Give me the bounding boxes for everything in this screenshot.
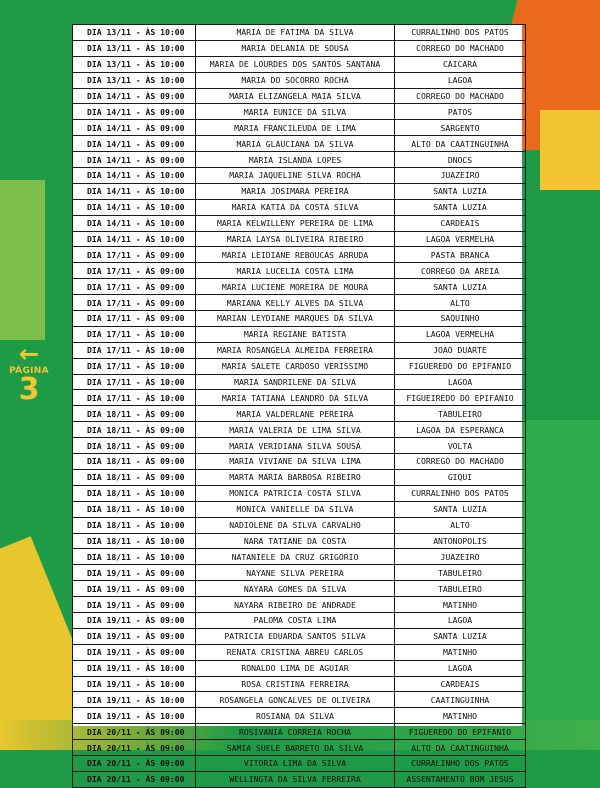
table-row xyxy=(73,279,526,295)
person-name-cell: NADIOLENE DA SILVA CARVALHO xyxy=(196,517,395,533)
location-cell: PASTA BRANCA xyxy=(395,247,526,263)
location-cell: LAGOA xyxy=(395,72,526,88)
table-row xyxy=(73,231,526,247)
location-cell: CORREGO DO MACHADO xyxy=(395,88,526,104)
table-row xyxy=(73,565,526,581)
person-name-cell: MARIA VERIDIANA SILVA SOUSA xyxy=(196,438,395,454)
schedule-date-cell: DIA 20/11 - ÀS 09:00 xyxy=(73,740,196,756)
table-row xyxy=(73,168,526,184)
location-cell: FIGUEIREDO DO EPIFANIO xyxy=(395,390,526,406)
schedule-date-cell: DIA 18/11 - ÀS 09:00 xyxy=(73,438,196,454)
yellow-decoration xyxy=(540,110,600,190)
schedule-date-cell: DIA 14/11 - ÀS 10:00 xyxy=(73,183,196,199)
schedule-date-cell: DIA 14/11 - ÀS 09:00 xyxy=(73,88,196,104)
schedule-sheet xyxy=(72,24,522,785)
person-name-cell: RONALDO LIMA DE AGUIAR xyxy=(196,660,395,676)
table-row xyxy=(73,676,526,692)
schedule-date-cell: DIA 19/11 - ÀS 10:00 xyxy=(73,676,196,692)
schedule-date-cell: DIA 17/11 - ÀS 09:00 xyxy=(73,247,196,263)
location-cell: CORREGO DO MACHADO xyxy=(395,454,526,470)
table-row xyxy=(73,295,526,311)
schedule-date-cell: DIA 14/11 - ÀS 09:00 xyxy=(73,136,196,152)
table-row xyxy=(73,771,526,787)
location-cell: LAGOA DA ESPERANCA xyxy=(395,422,526,438)
person-name-cell: NAYARA RIBEIRO DE ANDRADE xyxy=(196,597,395,613)
table-row xyxy=(73,25,526,41)
schedule-date-cell: DIA 13/11 - ÀS 10:00 xyxy=(73,56,196,72)
location-cell: CURRALINHO DOS PATOS xyxy=(395,755,526,771)
person-name-cell: MARIA ELIZANGELA MAIA SILVA xyxy=(196,88,395,104)
schedule-date-cell: DIA 14/11 - ÀS 10:00 xyxy=(73,215,196,231)
person-name-cell: MARIA ROSANGELA ALMEIDA FERREIRA xyxy=(196,342,395,358)
location-cell: SANTA LUZIA xyxy=(395,628,526,644)
person-name-cell: SAMIA SUELE BARRETO DA SILVA xyxy=(196,740,395,756)
location-cell: MATINHO xyxy=(395,644,526,660)
schedule-date-cell: DIA 18/11 - ÀS 10:00 xyxy=(73,517,196,533)
table-row xyxy=(73,199,526,215)
table-row xyxy=(73,533,526,549)
table-row xyxy=(73,469,526,485)
schedule-date-cell: DIA 17/11 - ÀS 10:00 xyxy=(73,342,196,358)
location-cell: SANTA LUZIA xyxy=(395,501,526,517)
table-row xyxy=(73,311,526,327)
table-row xyxy=(73,72,526,88)
table-row xyxy=(73,501,526,517)
location-cell: TABULEIRO xyxy=(395,406,526,422)
person-name-cell: MARIA DO SOCORRO ROCHA xyxy=(196,72,395,88)
person-name-cell: MARIA LEIDIANE REBOUCAS ARRUDA xyxy=(196,247,395,263)
page-label: PÁGINA xyxy=(9,366,49,376)
table-row xyxy=(73,183,526,199)
table-row xyxy=(73,628,526,644)
location-cell: DNOCS xyxy=(395,152,526,168)
person-name-cell: MARIA SALETE CARDOSO VERISSIMO xyxy=(196,358,395,374)
table-row xyxy=(73,644,526,660)
table-row xyxy=(73,390,526,406)
schedule-date-cell: DIA 17/11 - ÀS 09:00 xyxy=(73,295,196,311)
location-cell: GIQUI xyxy=(395,469,526,485)
table-row xyxy=(73,88,526,104)
person-name-cell: NATANIELE DA CRUZ GRIGORIO xyxy=(196,549,395,565)
person-name-cell: MARIA FRANCILEUDA DE LIMA xyxy=(196,120,395,136)
person-name-cell: MARTA MARIA BARBOSA RIBEIRO xyxy=(196,469,395,485)
table-row xyxy=(73,326,526,342)
person-name-cell: MARIA KATIA DA COSTA SILVA xyxy=(196,199,395,215)
location-cell: CURRALINHO DOS PATOS xyxy=(395,25,526,41)
person-name-cell: MARIA VALERIA DE LIMA SILVA xyxy=(196,422,395,438)
person-name-cell: MARIA VIVIANE DA SILVA LIMA xyxy=(196,454,395,470)
schedule-date-cell: DIA 18/11 - ÀS 09:00 xyxy=(73,422,196,438)
location-cell: SANTA LUZIA xyxy=(395,279,526,295)
schedule-date-cell: DIA 19/11 - ÀS 09:00 xyxy=(73,628,196,644)
location-cell: CORREGO DA AREIA xyxy=(395,263,526,279)
person-name-cell: RENATA CRISTINA ABREU CARLOS xyxy=(196,644,395,660)
table-row xyxy=(73,136,526,152)
person-name-cell: MARIA JOSIMARA PEREIRA xyxy=(196,183,395,199)
schedule-date-cell: DIA 13/11 - ÀS 10:00 xyxy=(73,72,196,88)
person-name-cell: MARIA LAYSA OLIVEIRA RIBEIRO xyxy=(196,231,395,247)
person-name-cell: MONICA PATRICIA COSTA SILVA xyxy=(196,485,395,501)
schedule-date-cell: DIA 19/11 - ÀS 09:00 xyxy=(73,644,196,660)
location-cell: JUAZEIRO xyxy=(395,549,526,565)
person-name-cell: NAYARA GOMES DA SILVA xyxy=(196,581,395,597)
person-name-cell: MARIAN LEYDIANE MARQUES DA SILVA xyxy=(196,311,395,327)
location-cell: LAGOA xyxy=(395,612,526,628)
table-row xyxy=(73,660,526,676)
schedule-date-cell: DIA 18/11 - ÀS 09:00 xyxy=(73,406,196,422)
location-cell: SARGENTO xyxy=(395,120,526,136)
schedule-date-cell: DIA 14/11 - ÀS 10:00 xyxy=(73,231,196,247)
person-name-cell: MARIA DE LOURDES DOS SANTOS SANTANA xyxy=(196,56,395,72)
schedule-date-cell: DIA 17/11 - ÀS 10:00 xyxy=(73,326,196,342)
location-cell: CURRALINHO DOS PATOS xyxy=(395,485,526,501)
table-row xyxy=(73,485,526,501)
schedule-date-cell: DIA 14/11 - ÀS 09:00 xyxy=(73,152,196,168)
location-cell: PATOS xyxy=(395,104,526,120)
location-cell: TABULEIRO xyxy=(395,581,526,597)
location-cell: CAICARA xyxy=(395,56,526,72)
schedule-date-cell: DIA 17/11 - ÀS 10:00 xyxy=(73,358,196,374)
person-name-cell: NAYANE SILVA PEREIRA xyxy=(196,565,395,581)
table-row xyxy=(73,406,526,422)
page-nav[interactable] xyxy=(6,340,52,407)
location-cell: JUAZEIRO xyxy=(395,168,526,184)
person-name-cell: MONICA VANIELLE DA SILVA xyxy=(196,501,395,517)
location-cell: ALTO DA CAATINGUINHA xyxy=(395,740,526,756)
schedule-date-cell: DIA 19/11 - ÀS 09:00 xyxy=(73,565,196,581)
table-row xyxy=(73,597,526,613)
person-name-cell: PALOMA COSTA LIMA xyxy=(196,612,395,628)
schedule-date-cell: DIA 19/11 - ÀS 10:00 xyxy=(73,708,196,724)
table-row xyxy=(73,517,526,533)
person-name-cell: MARIA VALDERLANE PEREIRA xyxy=(196,406,395,422)
schedule-date-cell: DIA 20/11 - ÀS 09:00 xyxy=(73,724,196,740)
schedule-date-cell: DIA 18/11 - ÀS 10:00 xyxy=(73,533,196,549)
schedule-date-cell: DIA 17/11 - ÀS 09:00 xyxy=(73,263,196,279)
person-name-cell: MARIA SANDRILENE DA SILVA xyxy=(196,374,395,390)
location-cell: JOAO DUARTE xyxy=(395,342,526,358)
schedule-date-cell: DIA 19/11 - ÀS 09:00 xyxy=(73,612,196,628)
location-cell: SANTA LUZIA xyxy=(395,199,526,215)
schedule-date-cell: DIA 14/11 - ÀS 10:00 xyxy=(73,168,196,184)
location-cell: ALTO xyxy=(395,517,526,533)
location-cell: ANTONOPOLIS xyxy=(395,533,526,549)
location-cell: LAGOA xyxy=(395,660,526,676)
schedule-date-cell: DIA 18/11 - ÀS 10:00 xyxy=(73,485,196,501)
location-cell: LAGOA xyxy=(395,374,526,390)
location-cell: CARDEAIS xyxy=(395,676,526,692)
schedule-date-cell: DIA 18/11 - ÀS 10:00 xyxy=(73,501,196,517)
schedule-date-cell: DIA 17/11 - ÀS 09:00 xyxy=(73,311,196,327)
location-cell: CARDEAIS xyxy=(395,215,526,231)
table-row xyxy=(73,215,526,231)
person-name-cell: ROSA CRISTINA FERREIRA xyxy=(196,676,395,692)
location-cell: MATINHO xyxy=(395,708,526,724)
page-number: 3 xyxy=(18,372,40,407)
schedule-date-cell: DIA 17/11 - ÀS 09:00 xyxy=(73,279,196,295)
person-name-cell: MARIA GLAUCIANA DA SILVA xyxy=(196,136,395,152)
table-row xyxy=(73,740,526,756)
schedule-date-cell: DIA 18/11 - ÀS 09:00 xyxy=(73,454,196,470)
schedule-date-cell: DIA 13/11 - ÀS 10:00 xyxy=(73,40,196,56)
person-name-cell: MARIA KELWILLENY PEREIRA DE LIMA xyxy=(196,215,395,231)
table-row xyxy=(73,120,526,136)
table-row xyxy=(73,581,526,597)
location-cell: ALTO DA CAATINGUINHA xyxy=(395,136,526,152)
person-name-cell: MARIA LUCIENE MOREIRA DE MOURA xyxy=(196,279,395,295)
table-row xyxy=(73,56,526,72)
person-name-cell: MARIA DELANIA DE SOUSA xyxy=(196,40,395,56)
location-cell: LAGOA VERMELHA xyxy=(395,326,526,342)
person-name-cell: PATRICIA EDUARDA SANTOS SILVA xyxy=(196,628,395,644)
schedule-date-cell: DIA 19/11 - ÀS 09:00 xyxy=(73,597,196,613)
green-decoration-right xyxy=(520,420,600,720)
schedule-date-cell: DIA 18/11 - ÀS 10:00 xyxy=(73,549,196,565)
table-row xyxy=(73,152,526,168)
schedule-date-cell: DIA 19/11 - ÀS 10:00 xyxy=(73,692,196,708)
schedule-date-cell: DIA 14/11 - ÀS 09:00 xyxy=(73,120,196,136)
schedule-date-cell: DIA 20/11 - ÀS 09:00 xyxy=(73,771,196,787)
arrow-left-icon[interactable]: ← xyxy=(18,340,40,368)
table-row xyxy=(73,247,526,263)
schedule-date-cell: DIA 13/11 - ÀS 10:00 xyxy=(73,25,196,41)
table-row xyxy=(73,422,526,438)
schedule-table xyxy=(72,24,526,788)
location-cell: SAQUINHO xyxy=(395,311,526,327)
location-cell: FIGUEREDO DO EPIFANIO xyxy=(395,358,526,374)
schedule-date-cell: DIA 17/11 - ÀS 10:00 xyxy=(73,390,196,406)
schedule-date-cell: DIA 17/11 - ÀS 10:00 xyxy=(73,374,196,390)
green-decoration-left xyxy=(0,180,45,340)
location-cell: FIGUEREDO DO EPIFANIO xyxy=(395,724,526,740)
table-row xyxy=(73,342,526,358)
table-row xyxy=(73,708,526,724)
location-cell: ASSENTAMENTO BOM JESUS xyxy=(395,771,526,787)
person-name-cell: WELLINGTA DA SILVA FERREIRA xyxy=(196,771,395,787)
person-name-cell: MARIA LUCELIA COSTA LIMA xyxy=(196,263,395,279)
person-name-cell: ROSIANA DA SILVA xyxy=(196,708,395,724)
schedule-date-cell: DIA 14/11 - ÀS 10:00 xyxy=(73,199,196,215)
table-row xyxy=(73,374,526,390)
person-name-cell: ROSIVANIA CORREIA ROCHA xyxy=(196,724,395,740)
schedule-date-cell: DIA 14/11 - ÀS 09:00 xyxy=(73,104,196,120)
schedule-date-cell: DIA 20/11 - ÀS 09:00 xyxy=(73,755,196,771)
person-name-cell: MARIA DE FATIMA DA SILVA xyxy=(196,25,395,41)
person-name-cell: MARIA EUNICE DA SILVA xyxy=(196,104,395,120)
person-name-cell: NARA TATIANE DA COSTA xyxy=(196,533,395,549)
person-name-cell: MARIANA KELLY ALVES DA SILVA xyxy=(196,295,395,311)
location-cell: VOLTA xyxy=(395,438,526,454)
person-name-cell: MARIA ISLANDA LOPES xyxy=(196,152,395,168)
table-row xyxy=(73,358,526,374)
person-name-cell: MARIA REGIANE BATISTA xyxy=(196,326,395,342)
person-name-cell: MARIA TATIANA LEANDRO DA SILVA xyxy=(196,390,395,406)
person-name-cell: ROSANGELA GONCALVES DE OLIVEIRA xyxy=(196,692,395,708)
schedule-date-cell: DIA 19/11 - ÀS 09:00 xyxy=(73,581,196,597)
location-cell: TABULEIRO xyxy=(395,565,526,581)
table-row xyxy=(73,40,526,56)
location-cell: CORREGO DO MACHADO xyxy=(395,40,526,56)
location-cell: MATINHO xyxy=(395,597,526,613)
schedule-date-cell: DIA 19/11 - ÀS 10:00 xyxy=(73,660,196,676)
table-row xyxy=(73,692,526,708)
schedule-date-cell: DIA 18/11 - ÀS 09:00 xyxy=(73,469,196,485)
location-cell: ALTO xyxy=(395,295,526,311)
table-row xyxy=(73,612,526,628)
table-row xyxy=(73,104,526,120)
location-cell: SANTA LUZIA xyxy=(395,183,526,199)
person-name-cell: VITORIA LIMA DA SILVA xyxy=(196,755,395,771)
person-name-cell: MARIA JAQUELINE SILVA ROCHA xyxy=(196,168,395,184)
table-row xyxy=(73,263,526,279)
location-cell: CAATINGUINHA xyxy=(395,692,526,708)
table-row xyxy=(73,454,526,470)
table-row xyxy=(73,724,526,740)
table-row xyxy=(73,755,526,771)
table-row xyxy=(73,549,526,565)
location-cell: LAGOA VERMELHA xyxy=(395,231,526,247)
table-row xyxy=(73,438,526,454)
